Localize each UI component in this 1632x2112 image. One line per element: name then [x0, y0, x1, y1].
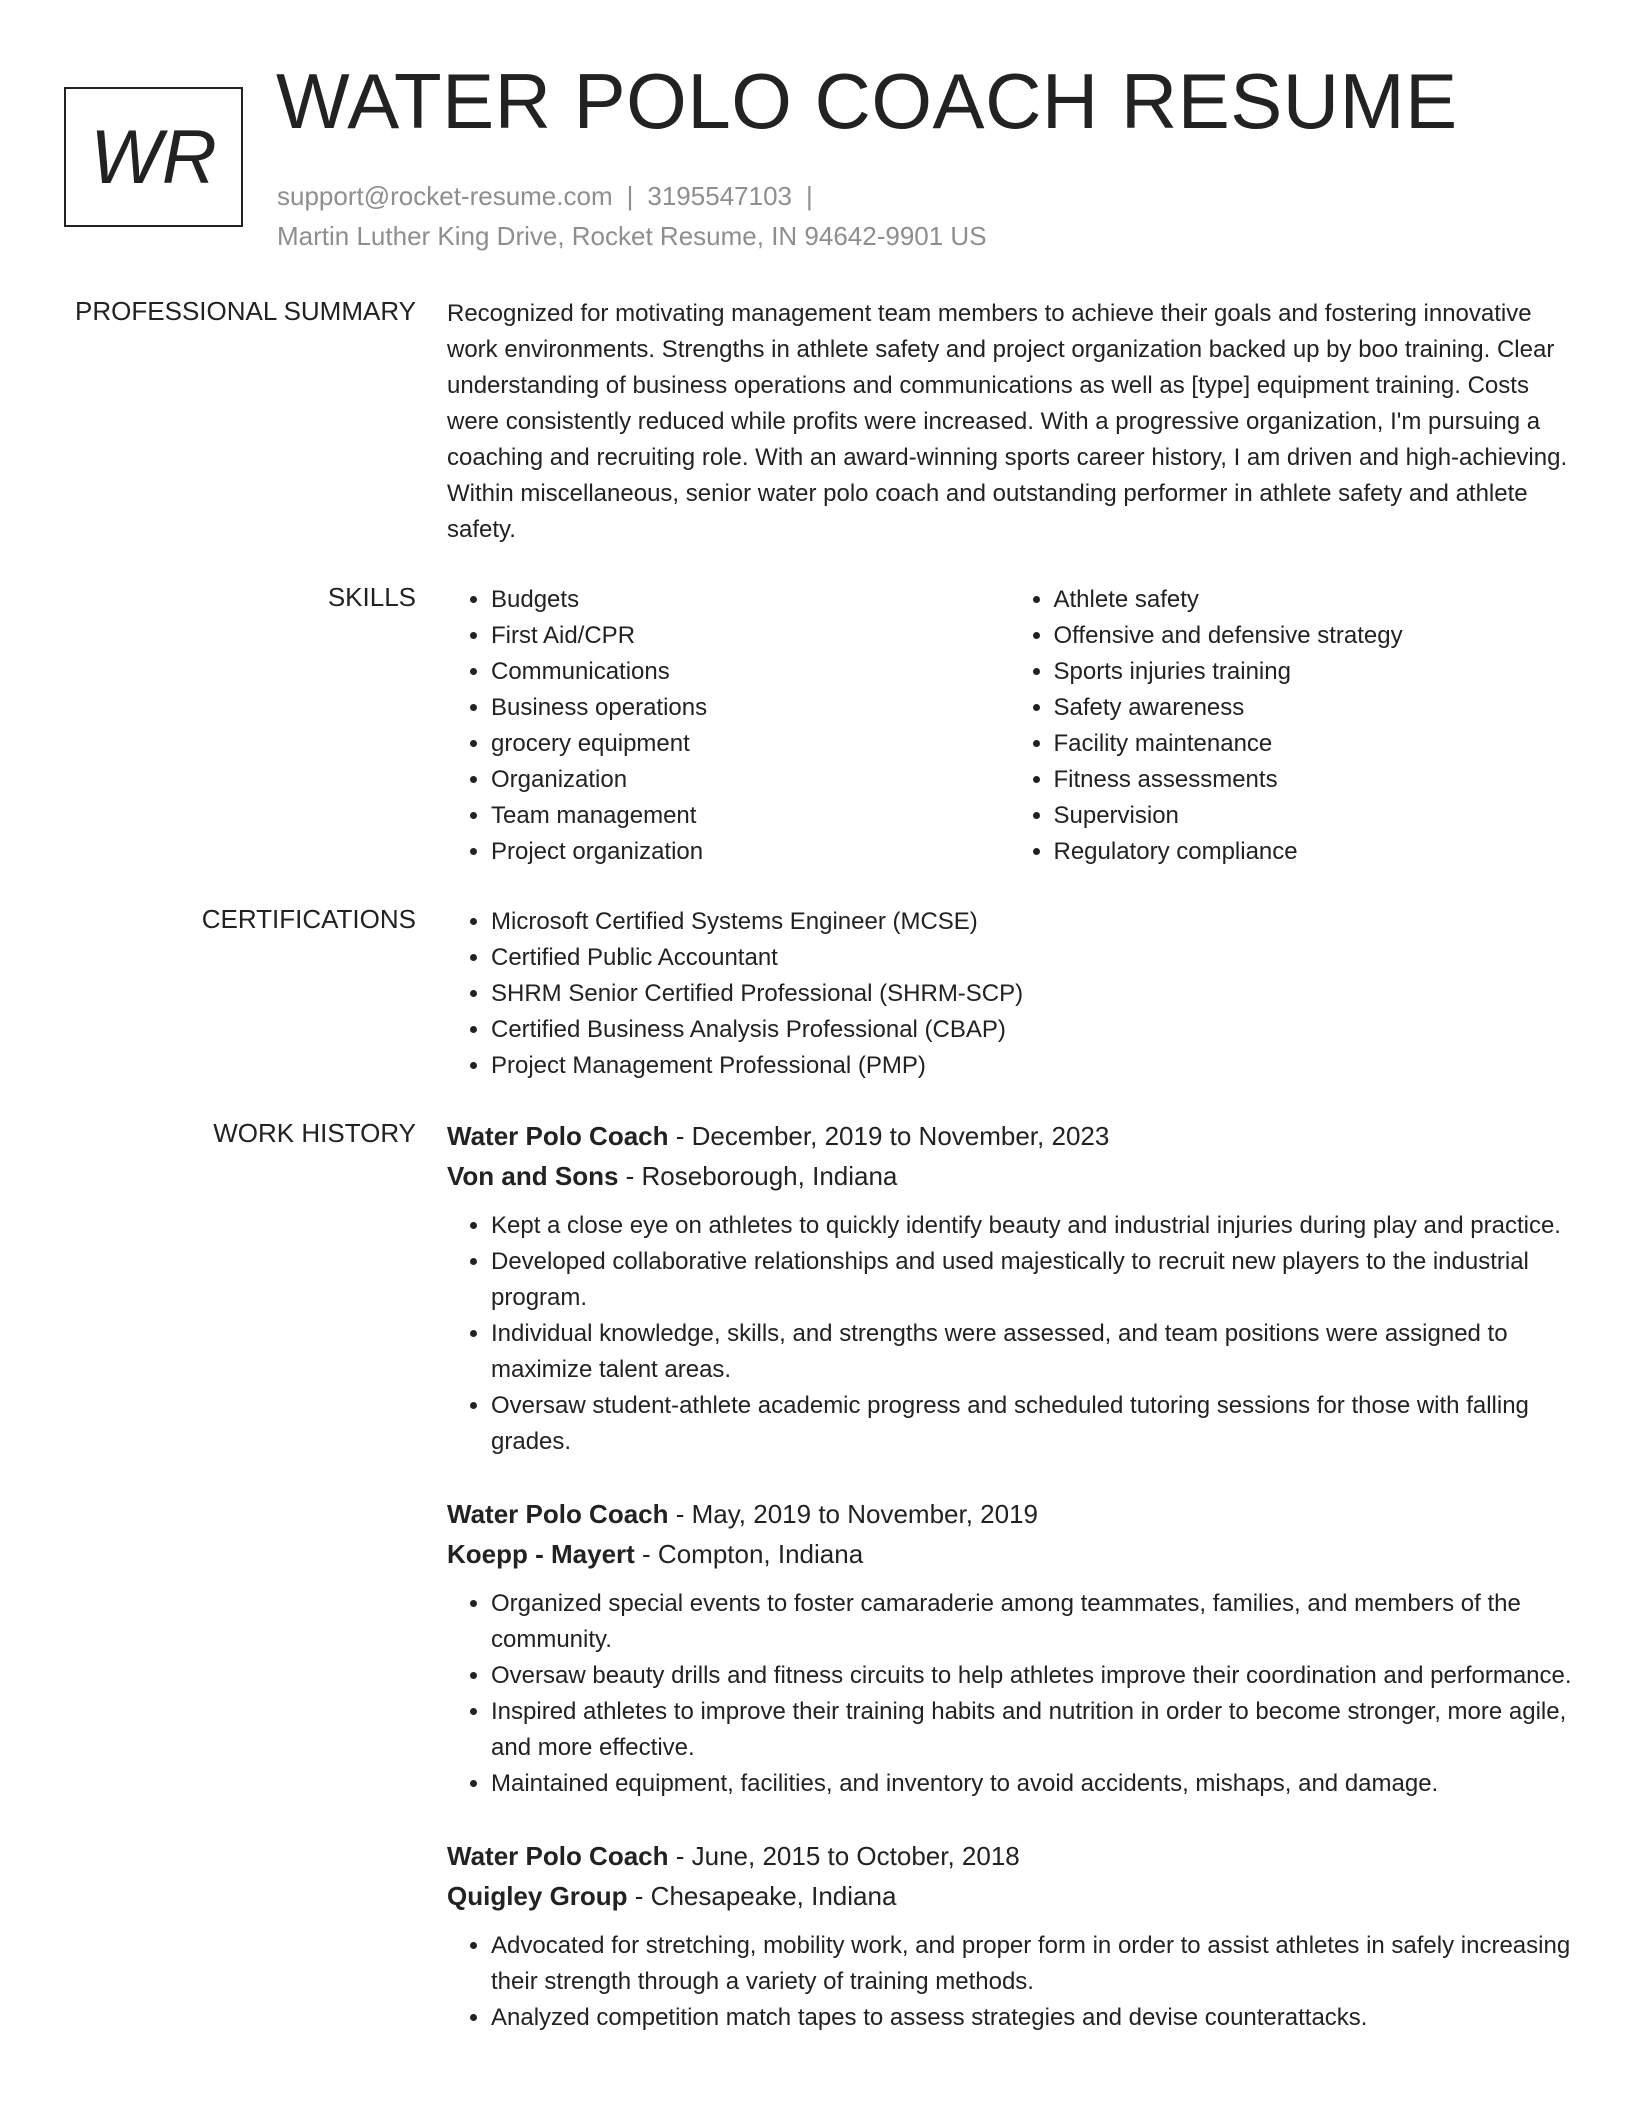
job-dates: - June, 2015 to October, 2018 — [668, 1841, 1020, 1871]
job-title-line — [447, 1116, 1572, 1156]
summary-section — [447, 296, 1572, 548]
skill-item: • First Aid/CPR — [491, 618, 1010, 654]
skill-item: • Team management — [491, 798, 1010, 834]
job-title: Water Polo Coach — [447, 1121, 669, 1151]
skill-item: • Offensive and defensive strategy — [1054, 618, 1573, 654]
certification-item: • Project Management Professional (PMP) — [491, 1048, 1572, 1084]
job-location: - Roseborough, Indiana — [618, 1161, 898, 1191]
summary-text: Recognized for motivating management team members to achieve their goals and fostering innovative work environments. Strengths in athlete safety and project organization backed up by boo training. Clear understanding of business operations and communications as well as [type] equipment training. Costs were consistently reduced while profits were increased. With a progressive organization, I'm pursuing a coaching and recruiting role. With an award-winning sports career history, I am driven and high-achieving. Within miscellaneous, senior water polo coach and outstanding performer in athlete safety and athlete safety. — [447, 300, 1568, 543]
skill-item: • Budgets — [491, 582, 1010, 618]
job-bullets — [447, 1928, 1572, 2036]
job-entry — [447, 1494, 1572, 1802]
job-title-line — [447, 1494, 1572, 1534]
section-label-certifications: CERTIFICATIONS — [201, 904, 416, 934]
work-history-section — [447, 1116, 1572, 2070]
job-title-line — [447, 1836, 1572, 1876]
job-title: Water Polo Coach — [447, 1499, 669, 1529]
job-entry — [447, 1116, 1572, 1460]
job-bullets — [447, 1208, 1572, 1460]
job-bullet: • Developed collaborative relationships and used majestically to recruit new players to the industrial program. — [491, 1244, 1572, 1316]
certifications-list — [447, 904, 1572, 1084]
skills-section — [447, 582, 1572, 870]
skill-item: • Fitness assessments — [1054, 762, 1573, 798]
certification-item: • Certified Business Analysis Professional (CBAP) — [491, 1012, 1572, 1048]
job-location: - Compton, Indiana — [634, 1539, 864, 1569]
job-title: Water Polo Coach — [447, 1841, 669, 1871]
section-label-work-history: WORK HISTORY — [213, 1118, 416, 1148]
job-bullet: • Inspired athletes to improve their training habits and nutrition in order to become stronger, more agile, and more effective. — [491, 1694, 1572, 1766]
skill-item: • Communications — [491, 654, 1010, 690]
job-company-line — [447, 1876, 1572, 1916]
certification-item: • Certified Public Accountant — [491, 940, 1572, 976]
skill-item: • Facility maintenance — [1054, 726, 1573, 762]
job-bullet: • Analyzed competition match tapes to assess strategies and devise counterattacks. — [491, 2000, 1572, 2036]
skills-grid — [447, 582, 1572, 870]
job-company: Quigley Group — [447, 1881, 628, 1911]
job-dates: - May, 2019 to November, 2019 — [668, 1499, 1039, 1529]
monogram-logo: WR — [64, 87, 243, 227]
skill-item: • Athlete safety — [1054, 582, 1573, 618]
job-location: - Chesapeake, Indiana — [627, 1881, 897, 1911]
contact-info — [277, 176, 987, 256]
job-bullet: • Maintained equipment, facilities, and inventory to avoid accidents, mishaps, and damage. — [491, 1766, 1572, 1802]
skill-item: • Business operations — [491, 690, 1010, 726]
certification-item: • SHRM Senior Certified Professional (SHRM-SCP) — [491, 976, 1572, 1012]
skill-item: • Project organization — [491, 834, 1010, 870]
section-label-skills: SKILLS — [327, 582, 416, 612]
separator: | — [806, 181, 813, 211]
skill-item: • Supervision — [1054, 798, 1573, 834]
contact-line-1 — [277, 176, 987, 216]
skill-item: • Safety awareness — [1054, 690, 1573, 726]
job-bullet: • Individual knowledge, skills, and strengths were assessed, and team positions were assigned to maximize talent areas. — [491, 1316, 1572, 1388]
phone-text: 3195547103 — [647, 181, 792, 211]
job-dates: - December, 2019 to November, 2023 — [668, 1121, 1110, 1151]
job-company-line — [447, 1534, 1572, 1574]
job-bullets — [447, 1586, 1572, 1802]
skill-item: • Sports injuries training — [1054, 654, 1573, 690]
skill-item: • grocery equipment — [491, 726, 1010, 762]
job-bullet: • Oversaw student-athlete academic progress and scheduled tutoring sessions for those with falling grades. — [491, 1388, 1572, 1460]
skill-item: • Organization — [491, 762, 1010, 798]
skill-item: • Regulatory compliance — [1054, 834, 1573, 870]
job-bullet: • Kept a close eye on athletes to quickly identify beauty and industrial injuries during play and practice. — [491, 1208, 1572, 1244]
skills-list-right — [1010, 582, 1573, 870]
address-text: Martin Luther King Drive, Rocket Resume, IN 94642-9901 US — [277, 221, 987, 251]
resume-title: WATER POLO COACH RESUME — [276, 57, 1458, 145]
certification-item: • Microsoft Certified Systems Engineer (MCSE) — [491, 904, 1572, 940]
job-company: Koepp - Mayert — [447, 1539, 635, 1569]
email-text: support@rocket-resume.com — [277, 181, 613, 211]
certifications-section — [447, 904, 1572, 1084]
job-bullet: • Organized special events to foster camaraderie among teammates, families, and members of the community. — [491, 1586, 1572, 1658]
job-company: Von and Sons — [447, 1161, 619, 1191]
section-label-summary: PROFESSIONAL SUMMARY — [75, 296, 416, 326]
separator: | — [626, 181, 634, 211]
job-entry — [447, 1836, 1572, 2036]
job-bullet: • Advocated for stretching, mobility work, and proper form in order to assist athletes in safely increasing their strength through a variety of training methods. — [491, 1928, 1572, 2000]
skills-list-left — [447, 582, 1010, 870]
job-company-line — [447, 1156, 1572, 1196]
job-bullet: • Oversaw beauty drills and fitness circuits to help athletes improve their coordination and performance. — [491, 1658, 1572, 1694]
